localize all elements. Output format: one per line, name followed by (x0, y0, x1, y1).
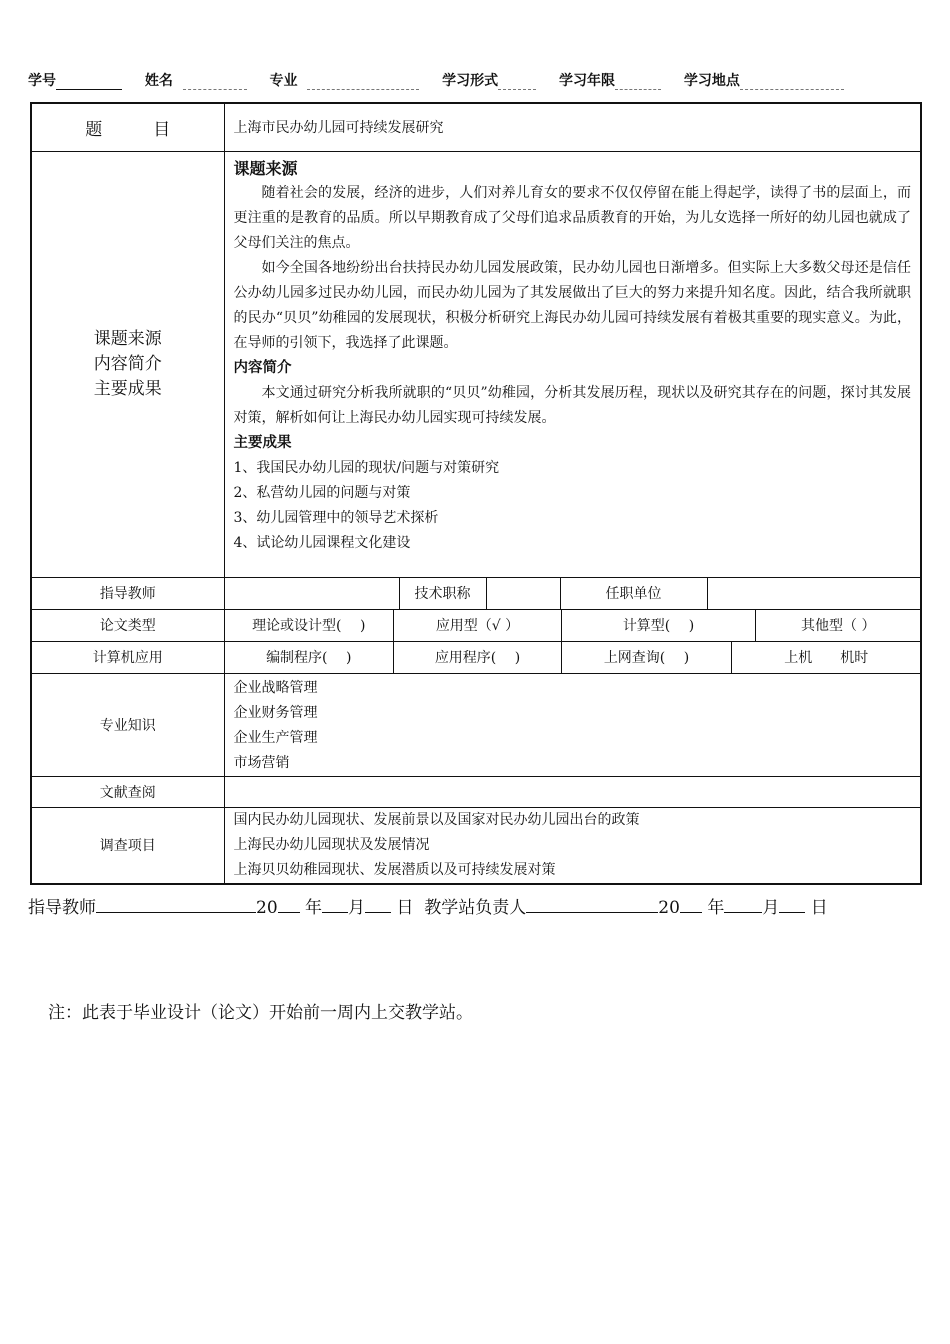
source-paragraph-2: 如今全国各地纷纷出台扶持民办幼儿园发展政策，民办幼儿园也日渐增多。但实际上大多数父母还是信任公办幼儿园多过民办幼儿园，而民办幼儿园为了其发展做出了巨大的努力来提升知名度。因此，结合我所就职的民办“贝贝”幼稚园的发展现状，积极分析研究上海民办幼儿园可持续发展有着极其重要的现实意义。为此，在导师的引领下，我选择了此课题。 (233, 259, 912, 351)
topic-row (31, 103, 921, 151)
knowledge-content[interactable] (224, 673, 921, 776)
student-id-label: 学号 (28, 73, 56, 89)
source-title: 课题来源 (233, 158, 298, 178)
literature-row (31, 776, 921, 807)
advisor-row (31, 577, 921, 609)
literature-field[interactable] (224, 776, 921, 807)
month-field[interactable] (724, 895, 762, 913)
literature-label: 文献查阅 (31, 776, 224, 807)
topic-value[interactable]: 上海市民办幼儿园可持续发展研究 (224, 103, 921, 151)
survey-content[interactable] (224, 807, 921, 884)
station-head-field[interactable] (526, 895, 658, 913)
tech-title-label: 技术职称 (399, 577, 486, 609)
major-field[interactable] (307, 77, 419, 90)
year-field[interactable] (278, 895, 300, 913)
knowledge-item: 企业生产管理 (233, 729, 318, 746)
summary-label (31, 151, 224, 577)
day-field[interactable] (365, 895, 391, 913)
study-form-label: 学习形式 (442, 73, 499, 89)
student-info-header (28, 70, 918, 90)
results-title: 主要成果 (233, 434, 292, 451)
work-unit-field[interactable] (707, 577, 921, 609)
study-years-field[interactable] (615, 77, 661, 90)
computer-programming[interactable]: 编制程序( ) (266, 650, 352, 666)
study-place-label: 学习地点 (683, 73, 740, 89)
computer-application[interactable]: 应用程序( ) (394, 642, 562, 673)
name-field[interactable] (183, 77, 247, 90)
month-label: 月 (762, 898, 780, 918)
year-prefix: 20 (658, 898, 680, 918)
knowledge-row (31, 673, 921, 776)
study-place-field[interactable] (740, 77, 844, 90)
thesis-type-row (31, 609, 921, 641)
survey-item: 上海贝贝幼稚园现状、发展潜质以及可持续发展对策 (233, 861, 556, 878)
advisor-label: 指导教师 (31, 577, 224, 609)
knowledge-item: 市场营销 (233, 754, 290, 771)
thesis-type-computational[interactable]: 计算型( ) (562, 610, 756, 641)
knowledge-label: 专业知识 (31, 673, 224, 776)
summary-row (31, 151, 921, 577)
summary-label-source: 课题来源 (93, 328, 162, 349)
advisor-signature-field[interactable] (96, 895, 256, 913)
result-item: 1、我国民办幼儿园的现状/问题与对策研究 (233, 459, 500, 476)
source-paragraph-1: 随着社会的发展，经济的进步，人们对养儿育女的要求不仅仅停留在能上得起学，读得了书的层面上，而更注重的是教育的品质。所以早期教育成了父母们追求品质教育的开始，为儿女选择一所好的幼儿园也就成了父母们关注的焦点。 (233, 184, 912, 251)
advisor-signature-label: 指导教师 (28, 898, 96, 918)
thesis-type-options (224, 609, 921, 641)
result-item: 4、试论幼儿园课程文化建设 (233, 534, 411, 551)
survey-item: 上海民办幼儿园现状及发展情况 (233, 836, 430, 853)
day-label: 日 (810, 898, 828, 918)
computer-row (31, 641, 921, 673)
intro-paragraph: 本文通过研究分析我所就职的“贝贝”幼稚园，分析其发展历程，现状以及研究其存在的问题，探讨其发展对策，解析如何让上海民办幼儿园实现可持续发展。 (233, 384, 912, 426)
submission-note: 注：此表于毕业设计（论文）开始前一周内上交教学站。 (48, 1003, 473, 1023)
intro-title: 内容简介 (233, 359, 292, 376)
year-label: 年 (707, 898, 725, 918)
month-field[interactable] (322, 895, 348, 913)
computer-machine-hours[interactable]: 上机 机时 (732, 642, 921, 673)
result-item: 2、私营幼儿园的问题与对策 (233, 484, 411, 501)
thesis-type-applied[interactable]: 应用型（√ ） (394, 610, 562, 641)
knowledge-item: 企业财务管理 (233, 704, 318, 721)
tech-title-field[interactable] (486, 577, 560, 609)
advisor-field[interactable] (224, 577, 399, 609)
computer-label: 计算机应用 (31, 641, 224, 673)
study-years-label: 学习年限 (559, 73, 615, 89)
computer-options (224, 641, 921, 673)
thesis-type-other[interactable]: 其他型（ ） (756, 610, 921, 641)
name-label: 姓名 (144, 73, 173, 89)
day-label: 日 (396, 898, 414, 918)
summary-content[interactable] (224, 151, 921, 577)
knowledge-item: 企业战略管理 (233, 679, 318, 696)
summary-label-results: 主要成果 (93, 378, 162, 399)
thesis-form-table (30, 102, 922, 885)
summary-label-intro: 内容简介 (93, 353, 162, 374)
survey-label: 调查项目 (31, 807, 224, 884)
year-field[interactable] (680, 895, 702, 913)
year-label: 年 (305, 898, 323, 918)
thesis-type-label: 论文类型 (31, 609, 224, 641)
result-item: 3、幼儿园管理中的领导艺术探析 (233, 509, 439, 526)
month-label: 月 (348, 898, 366, 918)
topic-label: 题 目 (31, 103, 224, 151)
day-field[interactable] (779, 895, 805, 913)
study-form-field[interactable] (498, 77, 536, 90)
student-id-field[interactable] (56, 77, 122, 90)
computer-web-query[interactable]: 上网查询( ) (562, 642, 732, 673)
year-prefix: 20 (256, 898, 278, 918)
signature-footer (28, 893, 920, 918)
survey-row (31, 807, 921, 884)
major-label: 专业 (269, 73, 298, 89)
thesis-type-theory[interactable]: 理论或设计型( ) (252, 618, 366, 634)
computer-inner (225, 642, 921, 673)
thesis-type-inner (225, 610, 921, 641)
work-unit-label: 任职单位 (560, 577, 707, 609)
station-head-label: 教学站负责人 (424, 898, 527, 918)
survey-item: 国内民办幼儿园现状、发展前景以及国家对民办幼儿园出台的政策 (233, 811, 640, 828)
